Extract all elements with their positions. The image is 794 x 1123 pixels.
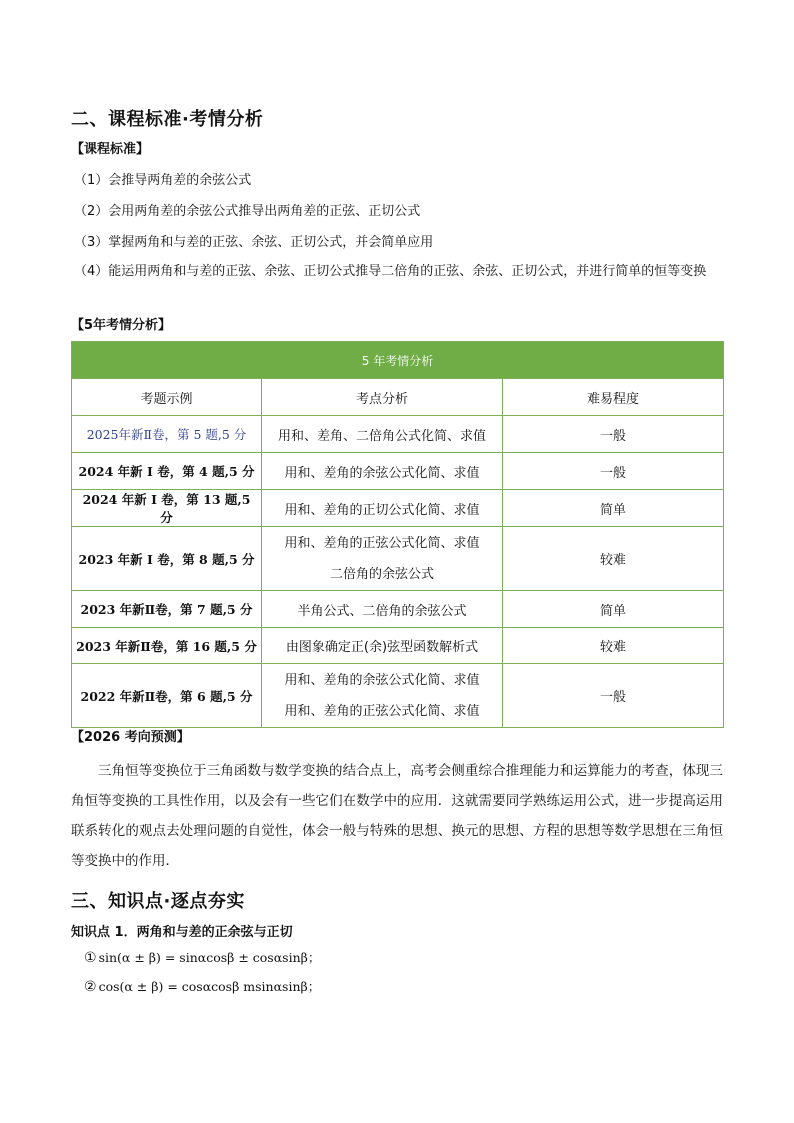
standard-item-3: （3）掌握两角和与差的正弦、余弦、正切公式，并会简单应用 [74, 235, 434, 250]
formula-1-number: ① [84, 950, 97, 966]
formula-2 [84, 977, 320, 995]
forecast-paragraph: 三角恒等变换位于三角函数与数学变换的结合点上，高考会侧重综合推理能力和运算能力的考查，体现三角恒等变换的工具性作用，以及会有一些它们在数学中的应用．这就需要同学熟练运用公式，进一步提高运用联系转化的观点去处理问题的自觉性，体会一般与特殊的思想、换元的思想、方程的思想等数学思想在三角恒等变换中的作用． [71, 763, 723, 869]
row-difficulty: 较难 [503, 628, 724, 664]
row-points: 用和、差角的余弦公式化简、求值 [262, 453, 503, 490]
course-standard-label: 【课程标准】 [71, 142, 150, 157]
table-row [72, 453, 724, 490]
formula-2-text: cos(α ± β) = cosαcosβ msinαsinβ； [98, 979, 321, 994]
section2-title: 二、课程标准·考情分析 [71, 109, 264, 130]
formula-1 [84, 948, 320, 966]
row-example: 2022 年新Ⅱ卷，第 6 题,5 分 [72, 664, 262, 728]
analysis-label: 【5年考情分析】 [71, 318, 172, 333]
row-points: 用和、差角、二倍角公式化简、求值 [262, 416, 503, 453]
row-points: 半角公式、二倍角的余弦公式 [262, 591, 503, 628]
table-row [72, 490, 724, 527]
standard-item-2: （2）会用两角差的余弦公式推导出两角差的正弦、正切公式 [74, 204, 421, 219]
standard-item-1: （1）会推导两角差的余弦公式 [74, 173, 252, 188]
row-difficulty: 较难 [503, 527, 724, 591]
row-example: 2024 年新 I 卷，第 4 题,5 分 [72, 453, 262, 490]
table-row [72, 527, 724, 591]
section3-title: 三、知识点·逐点夯实 [71, 891, 245, 912]
table-row [72, 591, 724, 628]
formula-2-number: ② [84, 979, 97, 995]
row-point-line: 用和、差角的正弦公式化简、求值 [284, 703, 480, 719]
row-difficulty: 一般 [503, 664, 724, 728]
forecast-label: 【2026 考向预测】 [71, 730, 190, 745]
row-points [262, 527, 503, 591]
row-difficulty: 一般 [503, 453, 724, 490]
row-example: 2023 年新Ⅱ卷，第 16 题,5 分 [72, 628, 262, 664]
header-example: 考题示例 [72, 379, 262, 416]
exam-analysis-table [71, 341, 724, 728]
row-difficulty: 简单 [503, 490, 724, 527]
row-difficulty: 简单 [503, 591, 724, 628]
table-row [72, 416, 724, 453]
row-points [262, 664, 503, 728]
header-points: 考点分析 [262, 379, 503, 416]
table-row [72, 664, 724, 728]
row-example: 2025年新Ⅱ卷，第 5 题,5 分 [72, 416, 262, 453]
row-point-line: 用和、差角的余弦公式化简、求值 [284, 672, 480, 688]
row-point-line: 用和、差角的正弦公式化简、求值 [284, 535, 480, 551]
row-points: 用和、差角的正切公式化简、求值 [262, 490, 503, 527]
header-difficulty: 难易程度 [503, 379, 724, 416]
standard-item-4: （4）能运用两角和与差的正弦、余弦、正切公式推导二倍角的正弦、余弦、正切公式，并进行简单的恒等变换 [74, 264, 707, 279]
table-caption: 5 年考情分析 [72, 342, 724, 379]
formula-1-text: sin(α ± β) = sinαcosβ ± cosαsinβ； [98, 950, 321, 965]
row-example: 2023 年新Ⅱ卷，第 7 题,5 分 [72, 591, 262, 628]
row-point-line: 二倍角的余弦公式 [329, 566, 434, 582]
row-difficulty: 一般 [503, 416, 724, 453]
row-example: 2024 年新 I 卷，第 13 题,5 分 [72, 490, 262, 527]
table-row [72, 628, 724, 664]
row-points: 由图象确定正(余)弦型函数解析式 [262, 628, 503, 664]
knowledge-point-1-title: 知识点 1．两角和与差的正余弦与正切 [71, 925, 293, 940]
row-example: 2023 年新 I 卷，第 8 题,5 分 [72, 527, 262, 591]
